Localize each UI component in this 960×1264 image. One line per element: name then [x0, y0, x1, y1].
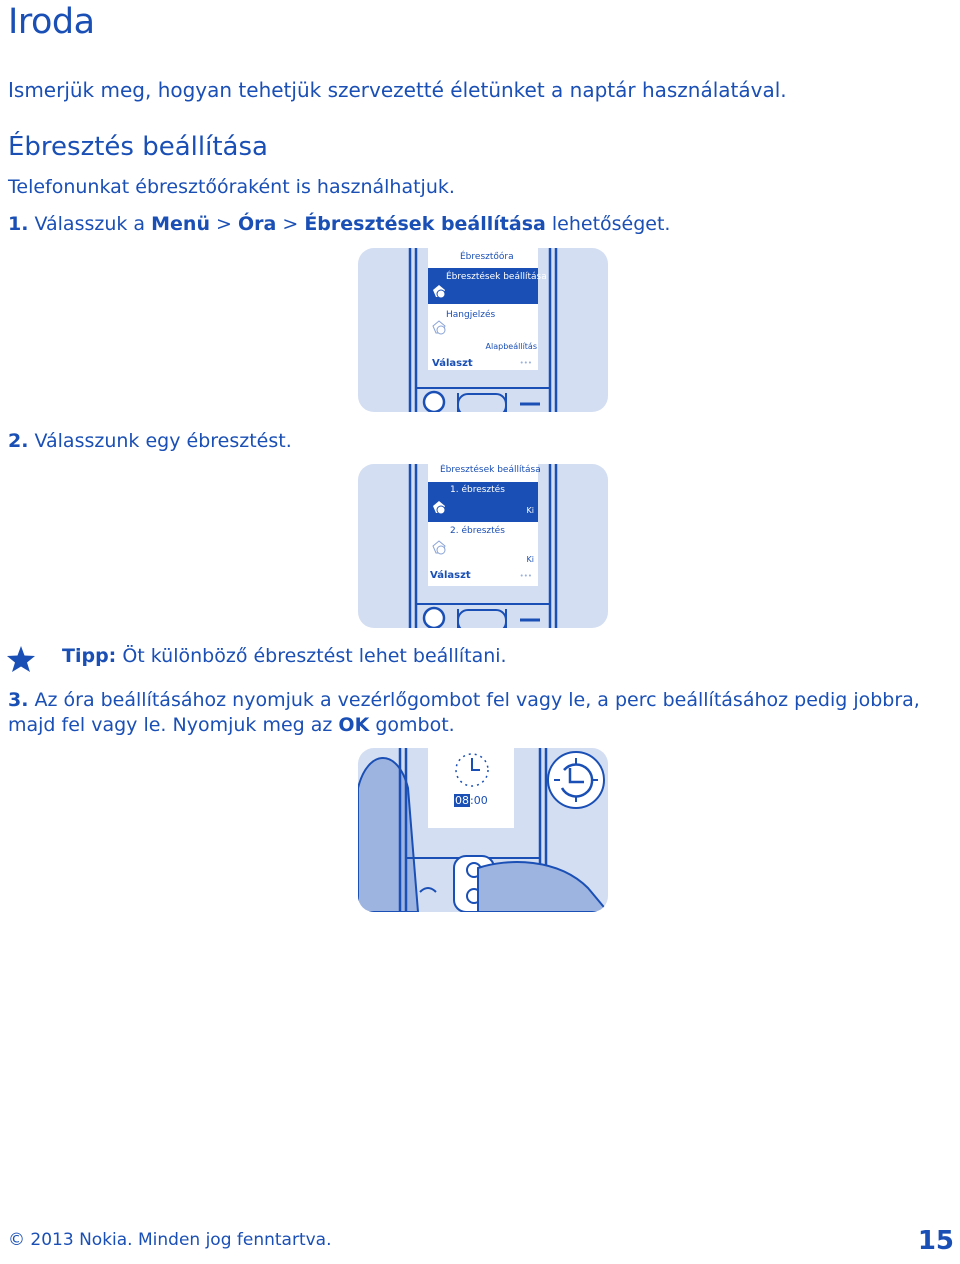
step-number: 3. — [8, 689, 29, 711]
alarm-icon — [430, 538, 448, 556]
alarm-icon — [430, 282, 448, 300]
section-heading: Ébresztés beállítása — [8, 132, 268, 162]
menu-item-label: Ébresztések beállítása — [446, 272, 547, 282]
star-icon — [6, 645, 36, 673]
screen-header: Ébresztések beállítása — [440, 465, 541, 475]
screen-header: Ébresztőóra — [460, 252, 514, 262]
step-2 — [8, 430, 292, 452]
section-subtitle: Telefonunkat ébresztőóraként is használhatjuk. — [8, 176, 455, 198]
separator: > — [276, 213, 305, 235]
time-colon: : — [470, 794, 474, 807]
separator: > — [209, 213, 238, 235]
tip-body: Öt különböző ébresztést lehet beállítani. — [116, 645, 507, 667]
phone-screen-3 — [428, 748, 514, 828]
selected-menu-item — [428, 268, 547, 304]
softkey-select: Választ — [432, 358, 473, 369]
step-text: Az óra beállításához nyomjuk a vezérlőgombot fel vagy le, a perc beállításához pedig jobbra, majd fel vagy le. Nyomjuk meg az — [8, 689, 920, 736]
copyright: © 2013 Nokia. Minden jog fenntartva. — [8, 1230, 332, 1250]
alarm-name: 2. ébresztés — [450, 526, 505, 536]
page-number: 15 — [917, 1226, 954, 1256]
phone-screen-1 — [428, 248, 547, 370]
phone-illustration-3 — [358, 748, 608, 912]
menu-label: Menü — [151, 213, 210, 235]
step-text: gombot. — [369, 714, 455, 736]
alarm-icon — [430, 498, 448, 516]
step-3 — [8, 688, 958, 738]
alarm-settings-label: Ébresztések beállítása — [304, 213, 546, 235]
menu-item-label: Hangjelzés — [446, 310, 496, 320]
hour-field: 08 — [455, 794, 469, 807]
phone-illustration-2 — [358, 464, 608, 628]
alarm-state: Ki — [526, 555, 534, 564]
selected-alarm-item — [428, 482, 538, 522]
ora-label: Óra — [237, 213, 277, 235]
step-text: Válasszuk a — [28, 213, 152, 235]
step-text: Válasszunk egy ébresztést. — [28, 430, 292, 452]
default-label: Alapbeállítás — [485, 342, 537, 351]
time-display — [454, 794, 488, 807]
tip-label: Tipp: — [62, 645, 117, 667]
page-title: Iroda — [8, 2, 95, 42]
step-text: lehetőséget. — [545, 213, 671, 235]
phone-illustration-1 — [358, 248, 608, 412]
minute-field: 00 — [473, 794, 488, 807]
alarm-name: 1. ébresztés — [450, 485, 505, 495]
options-dots: ••• — [519, 359, 532, 367]
tone-icon — [430, 318, 448, 336]
softkey-select: Választ — [430, 570, 471, 581]
phone-screen-2 — [428, 464, 541, 586]
intro-text: Ismerjük meg, hogyan tehetjük szervezetté életünket a naptár használatával. — [8, 78, 787, 102]
step-1 — [8, 213, 670, 235]
options-dots: ••• — [519, 572, 532, 580]
step-number: 2. — [8, 430, 29, 452]
clock-icon — [452, 750, 492, 790]
step-number: 1. — [8, 213, 29, 235]
ok-label: OK — [338, 714, 370, 736]
tip-text — [62, 645, 507, 667]
alarm-state: Ki — [526, 506, 534, 515]
